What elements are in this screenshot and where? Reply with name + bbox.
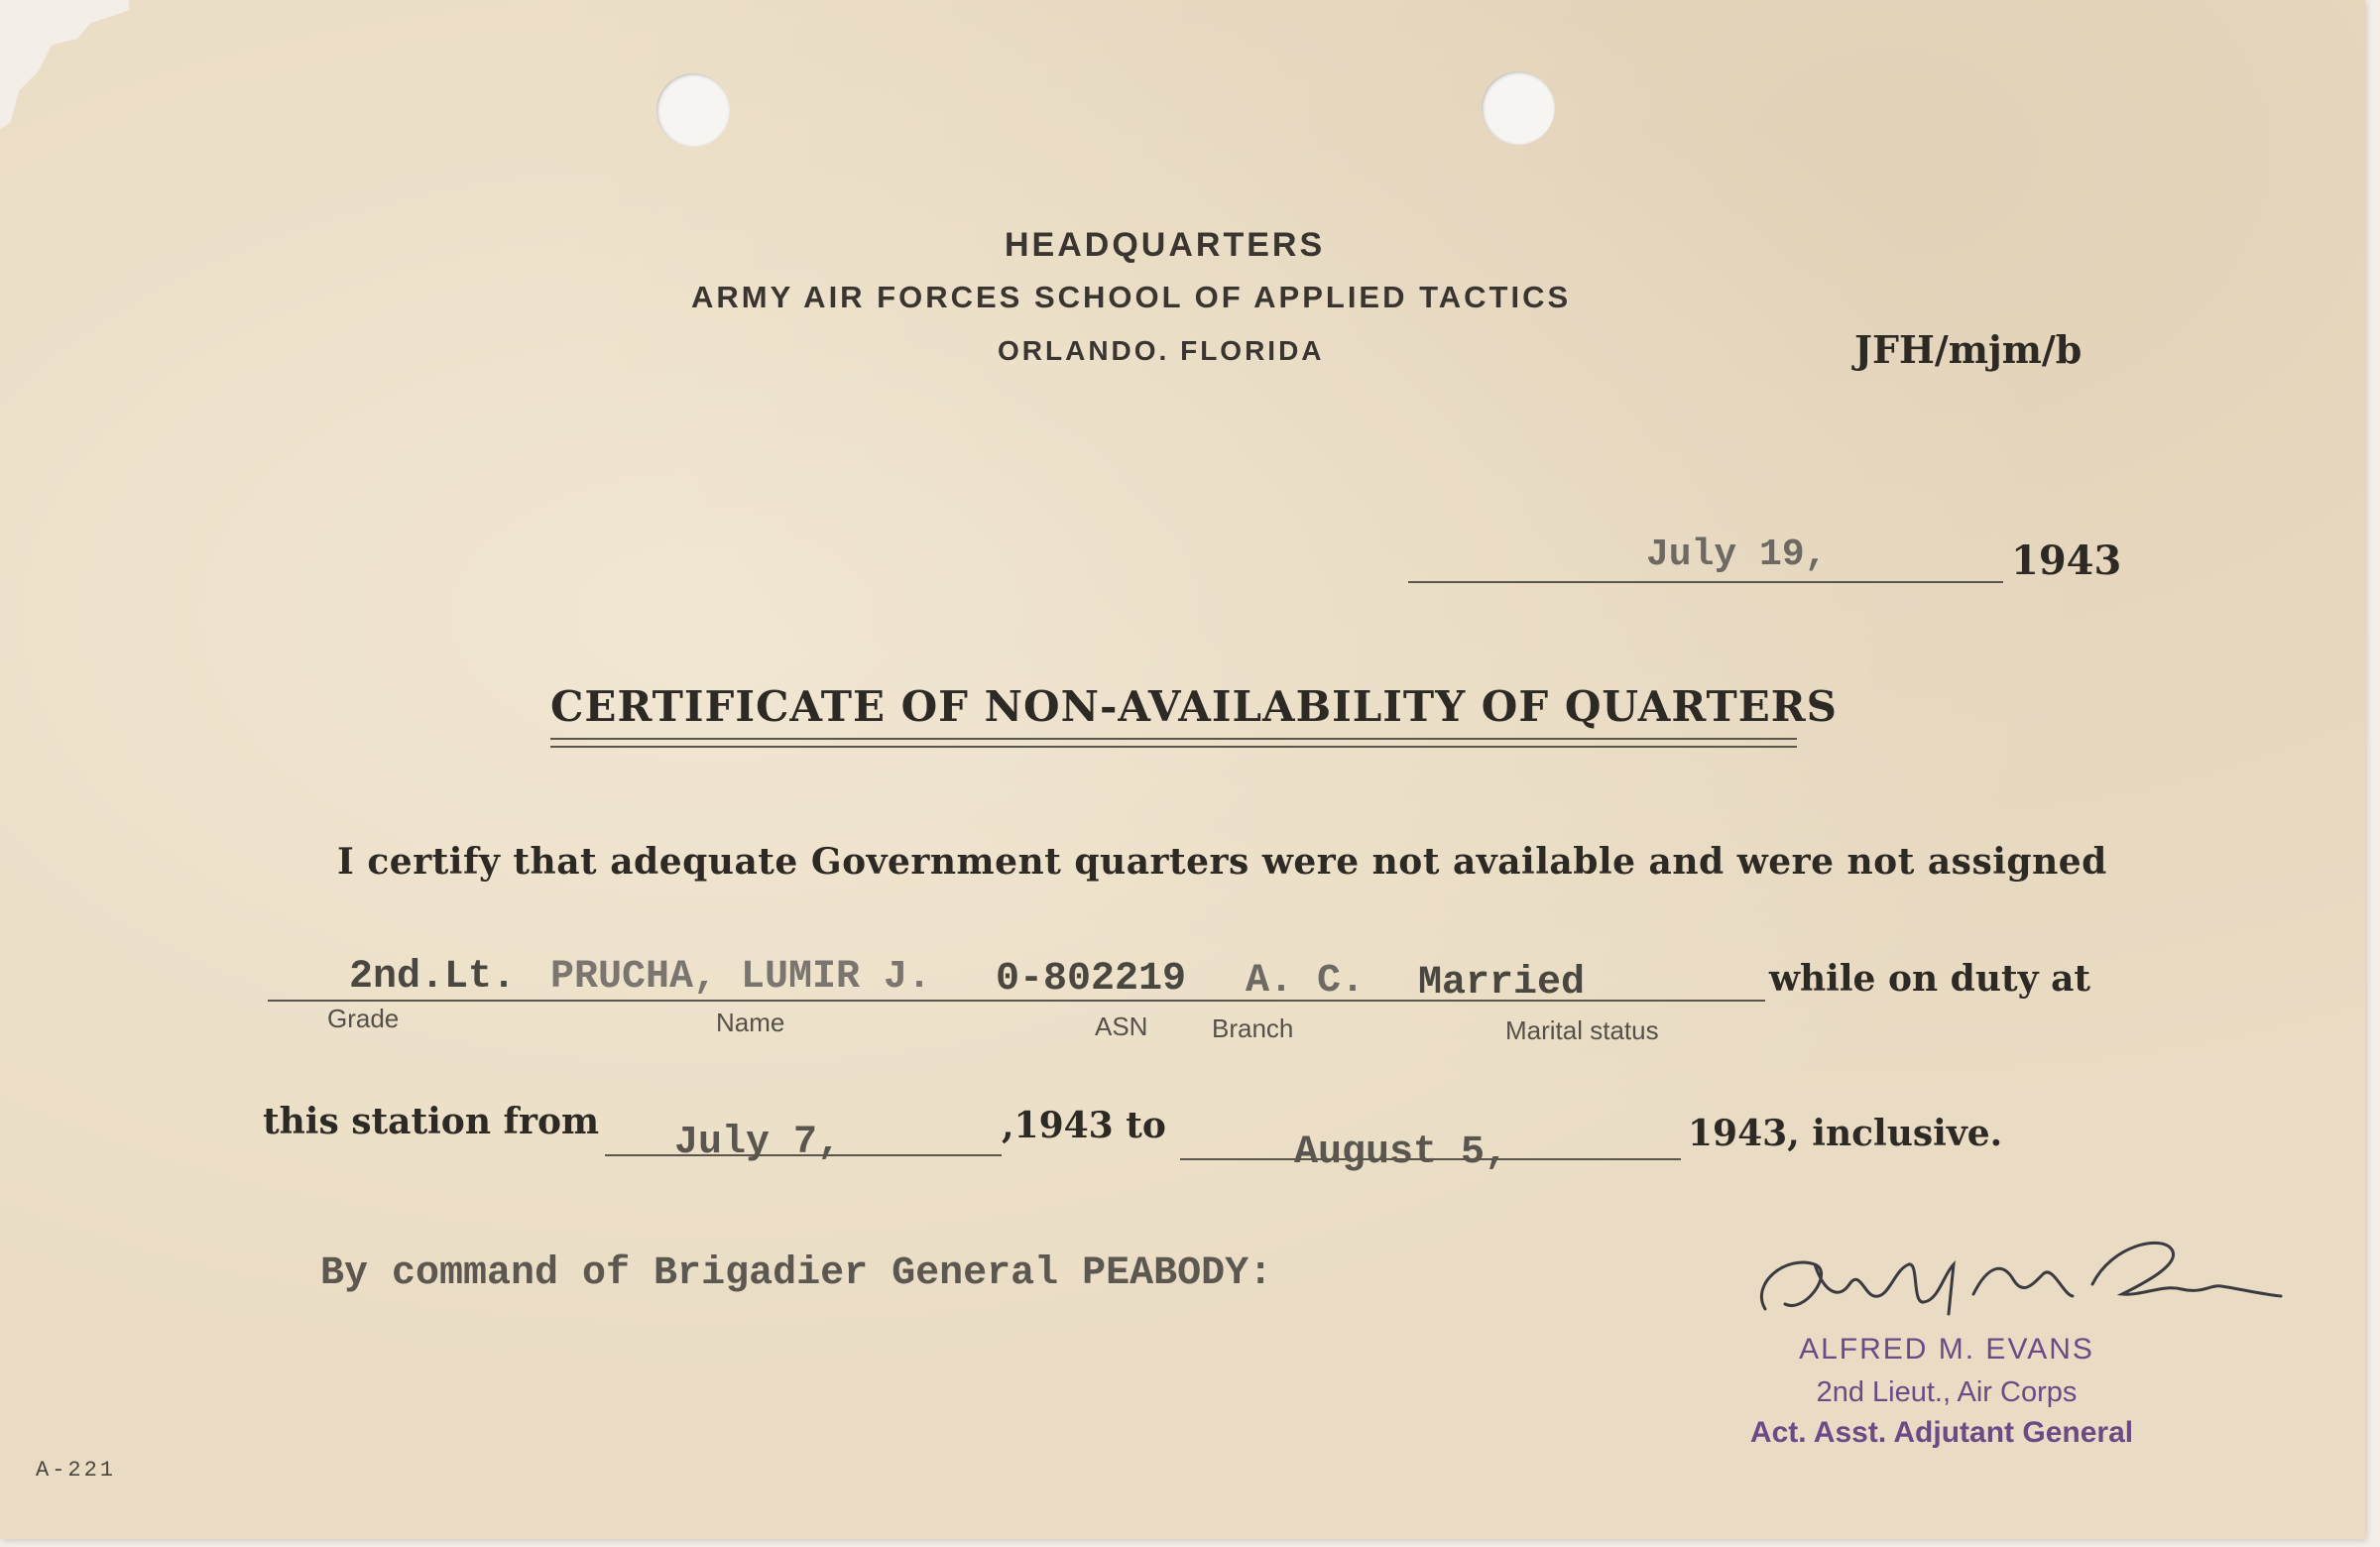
torn-corner bbox=[0, 0, 129, 129]
signatory-title: Act. Asst. Adjutant General bbox=[1749, 1416, 2134, 1449]
officer-name: PRUCHA, LUMIR J. bbox=[550, 955, 932, 1000]
label-asn: ASN bbox=[1095, 1012, 1148, 1041]
punch-hole-left bbox=[656, 73, 730, 147]
date-year: 1943 bbox=[2011, 537, 2122, 584]
date-line bbox=[1408, 581, 2003, 583]
certify-statement: I certify that adequate Government quarters were not available and were not assigned bbox=[337, 841, 2107, 883]
label-grade: Grade bbox=[327, 1004, 400, 1033]
officer-asn: 0-802219 bbox=[996, 957, 1187, 1002]
letterhead-location: ORLANDO. FLORIDA bbox=[998, 335, 1325, 366]
year-to-text: ,1943 to bbox=[1002, 1105, 1166, 1146]
letterhead-school: ARMY AIR FORCES SCHOOL OF APPLIED TACTICS bbox=[691, 280, 1572, 314]
reference-code: JFH/mjm/b bbox=[1854, 327, 2082, 372]
certificate-title: CERTIFICATE OF NON-AVAILABILITY OF QUARTERS bbox=[550, 682, 1838, 731]
title-underline-1 bbox=[550, 738, 1797, 740]
to-date: August 5, bbox=[1294, 1130, 1509, 1175]
inclusive-text: 1943, inclusive. bbox=[1688, 1113, 2003, 1154]
station-from-text: this station from bbox=[263, 1101, 600, 1142]
signatory-rank: 2nd Lieut., Air Corps bbox=[1816, 1376, 2078, 1408]
officer-marital-status: Married bbox=[1418, 961, 1586, 1006]
officer-grade: 2nd.Lt. bbox=[349, 955, 517, 1000]
command-line: By command of Brigadier General PEABODY: bbox=[320, 1251, 1273, 1296]
while-on-duty-text: while on duty at bbox=[1769, 958, 2091, 1000]
label-marital-status: Marital status bbox=[1505, 1015, 1659, 1045]
label-name: Name bbox=[716, 1008, 785, 1037]
label-branch: Branch bbox=[1212, 1013, 1294, 1043]
officer-branch: A. C. bbox=[1246, 959, 1366, 1004]
from-date: July 7, bbox=[674, 1121, 842, 1165]
letterhead-headquarters: HEADQUARTERS bbox=[1005, 226, 1326, 264]
handwritten-signature bbox=[1745, 1225, 2301, 1344]
punch-hole-right bbox=[1482, 71, 1555, 145]
title-underline-2 bbox=[550, 746, 1797, 748]
form-number: A-221 bbox=[36, 1458, 117, 1483]
signatory-name: ALFRED M. EVANS bbox=[1799, 1333, 2094, 1366]
date-typed: July 19, bbox=[1646, 534, 1828, 576]
